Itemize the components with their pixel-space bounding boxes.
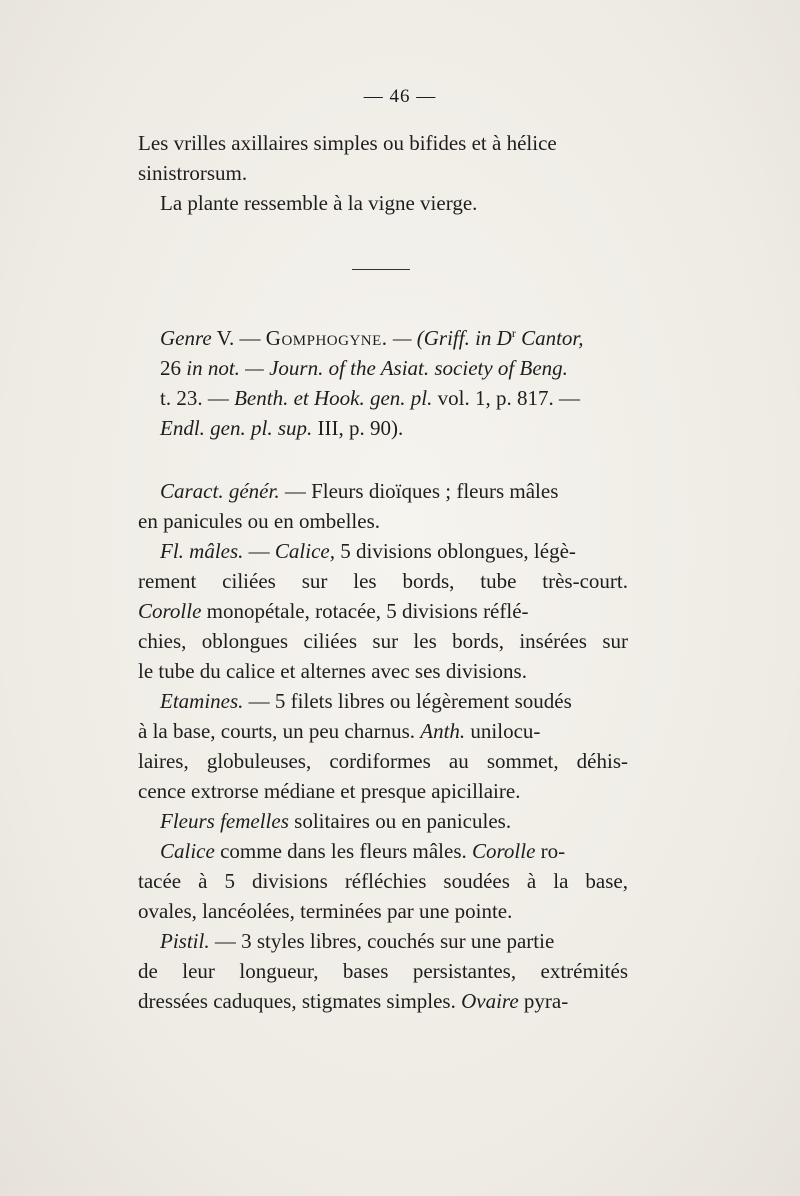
pistil-line-1 — [138, 926, 628, 956]
femelles-label: Fleurs femelles — [160, 809, 289, 833]
femelles-corolle: Corolle — [472, 839, 536, 863]
femelles-text-1: solitaires ou en panicules. — [294, 809, 512, 833]
femelles-line-3: tacée à 5 divisions réfléchies soudées à la base, — [138, 869, 628, 893]
genus-line-1 — [138, 318, 628, 353]
males-text-3: monopétale, rotacée, 5 divisions réflé- — [206, 599, 529, 623]
males-text-1: 5 divisions oblongues, légè- — [340, 539, 576, 563]
intro-line-2: sinistrorsum. — [138, 161, 248, 185]
etamines-line-3: laires, globuleuses, cordiformes au sommet, déhis- — [138, 749, 628, 773]
genus-heading — [138, 318, 628, 443]
caract-line-2: en panicules ou en ombelles. — [138, 509, 381, 533]
femelles-calice: Calice — [160, 839, 215, 863]
page-number: — 46 — — [363, 86, 437, 107]
males-dash: — — [248, 539, 270, 563]
etamines-text-1: — 5 filets libres ou légèrement soudés — [248, 689, 572, 713]
genus-ref-sup: r — [511, 326, 516, 340]
pistil-ovaire: Ovaire — [461, 989, 519, 1013]
males-line-5: le tube du calice et alternes avec ses divisions. — [138, 659, 527, 683]
etamines-label: Etamines. — [160, 689, 244, 713]
genus-line-3c: vol. 1, p. 817. — — [437, 386, 580, 410]
femelles-line-4: ovales, lancéolées, terminées par une pointe. — [138, 899, 513, 923]
genus-line-4a: Endl. gen. pl. sup. — [160, 416, 313, 440]
males-calice: Calice, — [274, 539, 335, 563]
pistil-text-3b: pyra- — [523, 989, 569, 1013]
etamines-line-1 — [138, 686, 628, 716]
genus-line-2 — [138, 353, 628, 383]
genus-line-4b: III, p. 90). — [317, 416, 404, 440]
pistil-text-1: — 3 styles libres, couchés sur une partie — [214, 929, 555, 953]
femelles-line-2 — [138, 836, 628, 866]
genus-line-3b: Benth. et Hook. gen. pl. — [234, 386, 433, 410]
etamines-text-2b: unilocu- — [470, 719, 541, 743]
pistil-text-3a: dressées caduques, stigmates simples. — [138, 989, 456, 1013]
genus-ref-1b: Cantor, — [515, 326, 584, 350]
caract-label: Caract. génér. — [160, 479, 280, 503]
genus-line-2a: 26 — [160, 356, 181, 380]
males-line-4: chies, oblongues ciliées sur les bords, insérées sur — [138, 629, 628, 653]
pistil-line-2: de leur longueur, bases persistantes, extrémités — [138, 959, 628, 983]
genus-ref-1a: — (Griff. in D — [392, 326, 512, 350]
genus-label: Genre — [160, 326, 212, 350]
etamines-text-2a: à la base, courts, un peu charnus. — [138, 719, 415, 743]
males-line-1 — [138, 536, 628, 566]
genus-line-3a: t. 23. — — [160, 386, 229, 410]
intro-line-3: La plante ressemble à la vigne vierge. — [160, 191, 478, 215]
males-line-3 — [138, 596, 628, 626]
caract-text-1: — Fleurs dioïques ; fleurs mâles — [284, 479, 559, 503]
section-divider — [352, 269, 410, 270]
genus-line-3 — [138, 383, 628, 413]
femelles-line-1 — [138, 806, 628, 836]
femelles-text-2: comme dans les fleurs mâles. — [220, 839, 467, 863]
males-label: Fl. mâles. — [160, 539, 244, 563]
intro-line-1: Les vrilles axillaires simples ou bifides et à hélice — [138, 131, 557, 155]
description-body — [138, 476, 628, 1016]
genus-line-4 — [138, 413, 628, 443]
intro-paragraph — [138, 128, 628, 218]
males-line-2: rement ciliées sur les bords, tube très-court. — [138, 569, 628, 593]
pistil-line-3 — [138, 986, 628, 1016]
genus-name: Gomphogyne. — [265, 326, 388, 350]
genus-number: V. — — [216, 326, 261, 350]
caract-line-1 — [138, 476, 628, 506]
etamines-anth: Anth. — [420, 719, 466, 743]
etamines-line-2 — [138, 716, 628, 746]
etamines-line-4: cence extrorse médiane et presque apicillaire. — [138, 779, 521, 803]
pistil-label: Pistil. — [160, 929, 210, 953]
femelles-text-2b: ro- — [540, 839, 566, 863]
genus-line-2b: in not. — Journ. of the Asiat. society of Beng. — [186, 356, 568, 380]
males-corolle: Corolle — [138, 599, 202, 623]
